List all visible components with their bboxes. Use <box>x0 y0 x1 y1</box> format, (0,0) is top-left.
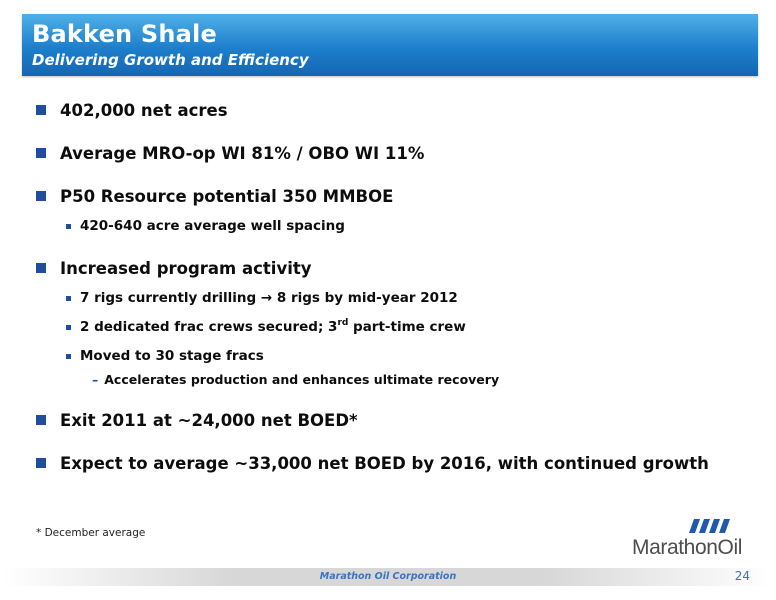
bullet-text: P50 Resource potential 350 MMBOE <box>60 186 394 206</box>
marathon-oil-logo <box>632 518 758 566</box>
dash-bullet-icon: – <box>92 371 99 387</box>
footer-company: Marathon Oil Corporation <box>319 571 457 582</box>
sub-bullet-stage-fracs <box>66 345 756 367</box>
bullet-text: Average MRO-op WI 81% / OBO WI 11% <box>60 143 425 163</box>
square-bullet-icon <box>36 263 46 273</box>
sub-bullet-text: 7 rigs currently drilling → 8 rigs by mid-year 2012 <box>80 290 458 306</box>
sub-bullet-text: 420-640 acre average well spacing <box>80 218 345 234</box>
bullet-net-acres <box>36 98 756 122</box>
text-part: 2 dedicated frac crews secured; 3 <box>80 319 338 335</box>
bullet-program-activity <box>36 256 756 280</box>
footnote: * December average <box>36 527 146 539</box>
small-square-bullet-icon <box>66 354 71 359</box>
bullet-text: Expect to average ~33,000 net BOED by 2016, with continued growth <box>60 453 709 473</box>
sub-bullet-well-spacing <box>66 215 756 237</box>
slide-title: Bakken Shale <box>32 20 217 48</box>
superscript: rd <box>337 317 349 328</box>
slide-subtitle: Delivering Growth and Efficiency <box>32 51 309 69</box>
sub-sub-bullet-text: Accelerates production and enhances ultimate recovery <box>104 371 500 387</box>
sub-bullet-frac-crews <box>66 316 756 338</box>
small-square-bullet-icon <box>66 224 71 229</box>
bullet-resource-potential <box>36 184 756 208</box>
page-number: 24 <box>734 569 750 583</box>
text-part: part-time crew <box>348 319 466 335</box>
sub-sub-bullet-recovery <box>92 369 756 389</box>
square-bullet-icon <box>36 415 46 425</box>
title-banner <box>22 14 758 76</box>
square-bullet-icon <box>36 191 46 201</box>
footer-bar <box>4 568 772 586</box>
bullet-text: Increased program activity <box>60 258 312 278</box>
bullet-list <box>36 98 756 475</box>
small-square-bullet-icon <box>66 325 71 330</box>
square-bullet-icon <box>36 458 46 468</box>
square-bullet-icon <box>36 105 46 115</box>
square-bullet-icon <box>36 148 46 158</box>
sub-bullet-text <box>80 319 466 335</box>
marathon-oil-logo-icon <box>688 518 736 534</box>
sub-bullet-rigs <box>66 287 756 309</box>
small-square-bullet-icon <box>66 296 71 301</box>
bullet-text: Exit 2011 at ~24,000 net BOED* <box>60 410 358 430</box>
sub-bullet-text: Moved to 30 stage fracs <box>80 348 264 364</box>
bullet-working-interest <box>36 141 756 165</box>
bullet-expect-2016 <box>36 451 756 475</box>
bullet-exit-2011 <box>36 408 756 432</box>
logo-wordmark: MarathonOil <box>632 536 742 559</box>
bullet-text: 402,000 net acres <box>60 100 228 120</box>
